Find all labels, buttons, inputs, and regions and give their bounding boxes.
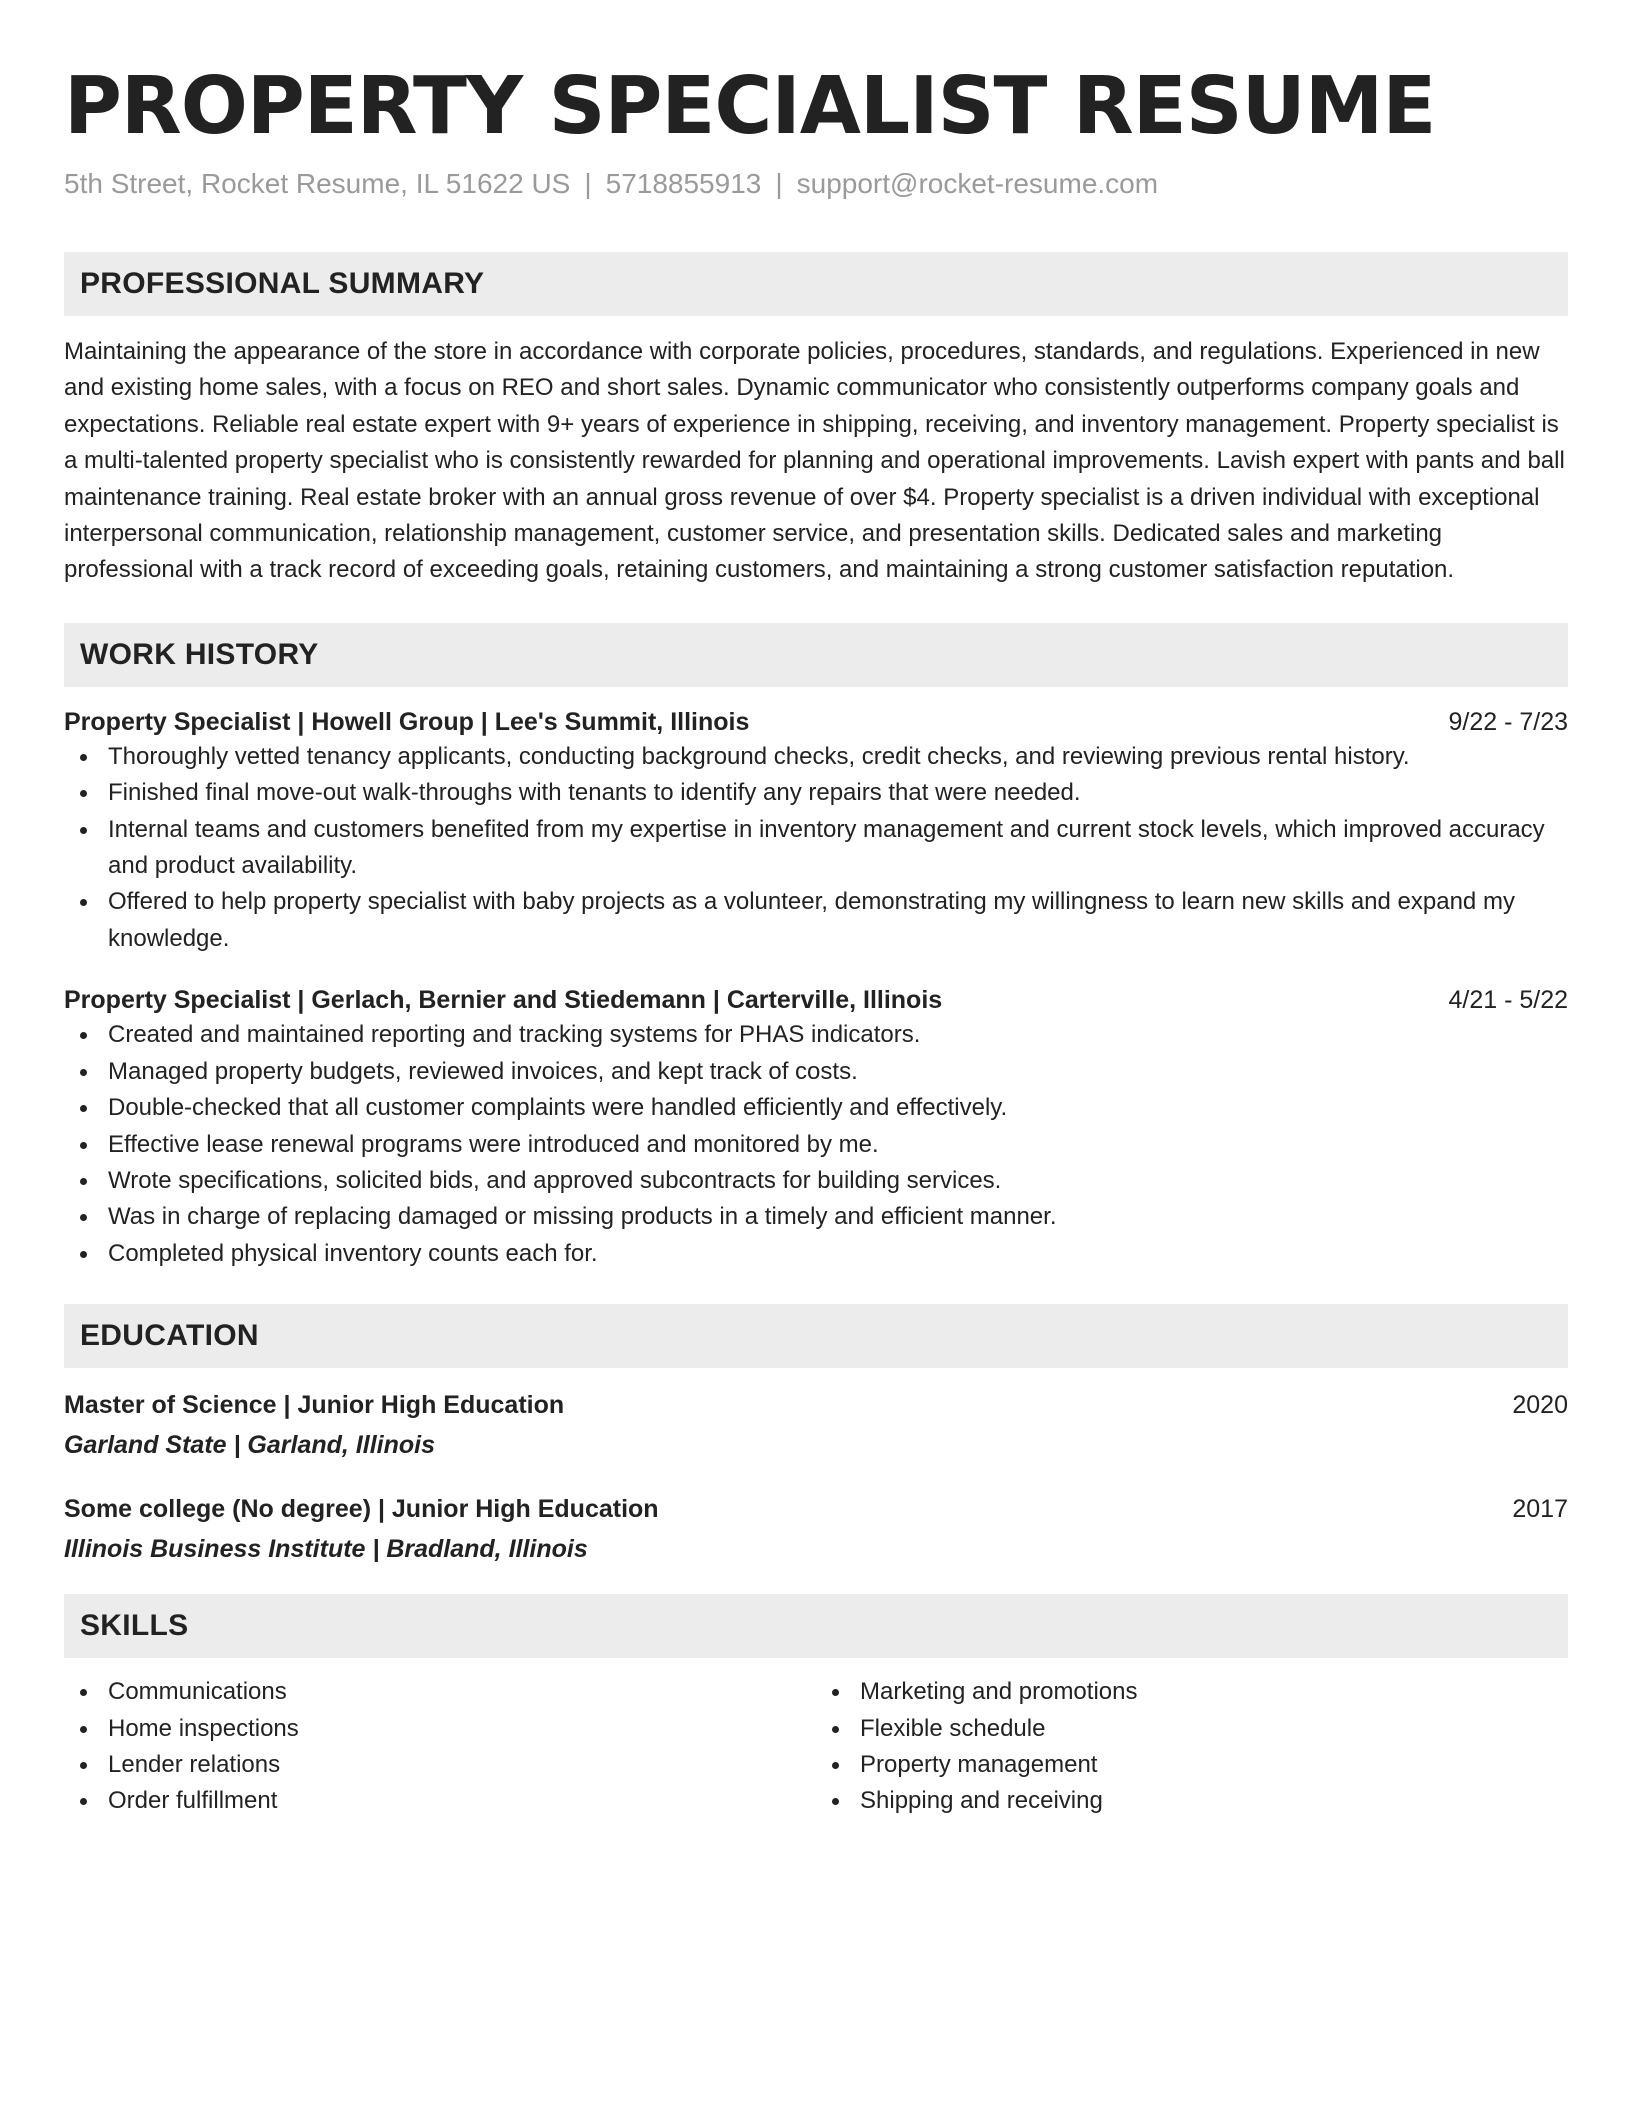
skill-item: Order fulfillment [64,1783,816,1819]
list-item: Offered to help property specialist with baby projects as a volunteer, demonstrating my willingness to learn new skills and expand my knowledge. [64,884,1568,957]
resume-title: PROPERTY SPECIALIST RESUME [64,60,1436,152]
list-item: Thoroughly vetted tenancy applicants, conducting background checks, credit checks, and reviewing previous rental history. [64,739,1568,775]
job-dates: 4/21 - 5/22 [1448,986,1568,1015]
list-item: Managed property budgets, reviewed invoices, and kept track of costs. [64,1054,1568,1090]
job-header [64,705,1568,739]
education-school: Garland State | Garland, Illinois [64,1431,435,1460]
skill-item: Property management [816,1747,1568,1783]
contact-line [64,166,1568,202]
skill-item: Marketing and promotions [816,1674,1568,1710]
skills-list-left [64,1674,816,1820]
list-item: Was in charge of replacing damaged or missing products in a timely and efficient manner. [64,1199,1568,1235]
job-header [64,983,1568,1017]
job-title: Property Specialist | Gerlach, Bernier and Stiedemann | Carterville, Illinois [64,986,943,1015]
education-year: 2020 [1512,1391,1568,1420]
education-header [64,1492,1568,1526]
skills-grid [64,1674,1568,1820]
list-item: Wrote specifications, solicited bids, and approved subcontracts for building services. [64,1163,1568,1199]
skill-item: Flexible schedule [816,1711,1568,1747]
list-item: Double-checked that all customer complaints were handled efficiently and effectively. [64,1090,1568,1126]
contact-phone: 5718855913 [605,168,762,199]
contact-separator: | [775,168,783,199]
education-year: 2017 [1512,1495,1568,1524]
contact-address: 5th Street, Rocket Resume, IL 51622 US [64,168,571,199]
education-degree: Master of Science | Junior High Education [64,1391,565,1420]
job-bullet-list [64,1017,1568,1272]
list-item: Completed physical inventory counts each for. [64,1236,1568,1272]
section-header-summary: PROFESSIONAL SUMMARY [64,252,1568,316]
skill-item: Communications [64,1674,816,1710]
list-item: Finished final move-out walk-throughs with tenants to identify any repairs that were needed. [64,775,1568,811]
education-school: Illinois Business Institute | Bradland, Illinois [64,1535,588,1564]
contact-email: support@rocket-resume.com [796,168,1159,199]
summary-text: Maintaining the appearance of the store in accordance with corporate policies, procedures, standards, and regulations. Experienced in new and existing home sales, with a focus on REO and short sales. Dynamic communicator who consistently outperforms company goals and expectations. Reliable real estate expert with 9+ years of experience in shipping, receiving, and inventory management. Property specialist is a multi-talented property specialist who is consistently rewarded for planning and operational improvements. Lavish expert with pants and ball maintenance training. Real estate broker with an annual gross revenue of over $4. Property specialist is a driven individual with exceptional interpersonal communication, relationship management, customer service, and presentation skills. Dedicated sales and marketing professional with a track record of exceeding goals, retaining customers, and maintaining a strong customer satisfaction reputation. [64,338,1565,584]
section-header-work-history: WORK HISTORY [64,623,1568,687]
education-degree: Some college (No degree) | Junior High Education [64,1495,659,1524]
job-title: Property Specialist | Howell Group | Lee's Summit, Illinois [64,707,750,736]
skills-list-right [816,1674,1568,1820]
education-header [64,1388,1568,1422]
skill-item: Shipping and receiving [816,1783,1568,1819]
skill-item: Lender relations [64,1747,816,1783]
list-item: Created and maintained reporting and tracking systems for PHAS indicators. [64,1017,1568,1053]
section-header-education: EDUCATION [64,1304,1568,1368]
contact-separator: | [584,168,592,199]
list-item: Effective lease renewal programs were introduced and monitored by me. [64,1127,1568,1163]
section-header-skills: SKILLS [64,1594,1568,1658]
list-item: Internal teams and customers benefited from my expertise in inventory management and current stock levels, which improved accuracy and product availability. [64,812,1568,885]
job-bullet-list [64,739,1568,957]
job-dates: 9/22 - 7/23 [1448,707,1568,736]
skill-item: Home inspections [64,1711,816,1747]
